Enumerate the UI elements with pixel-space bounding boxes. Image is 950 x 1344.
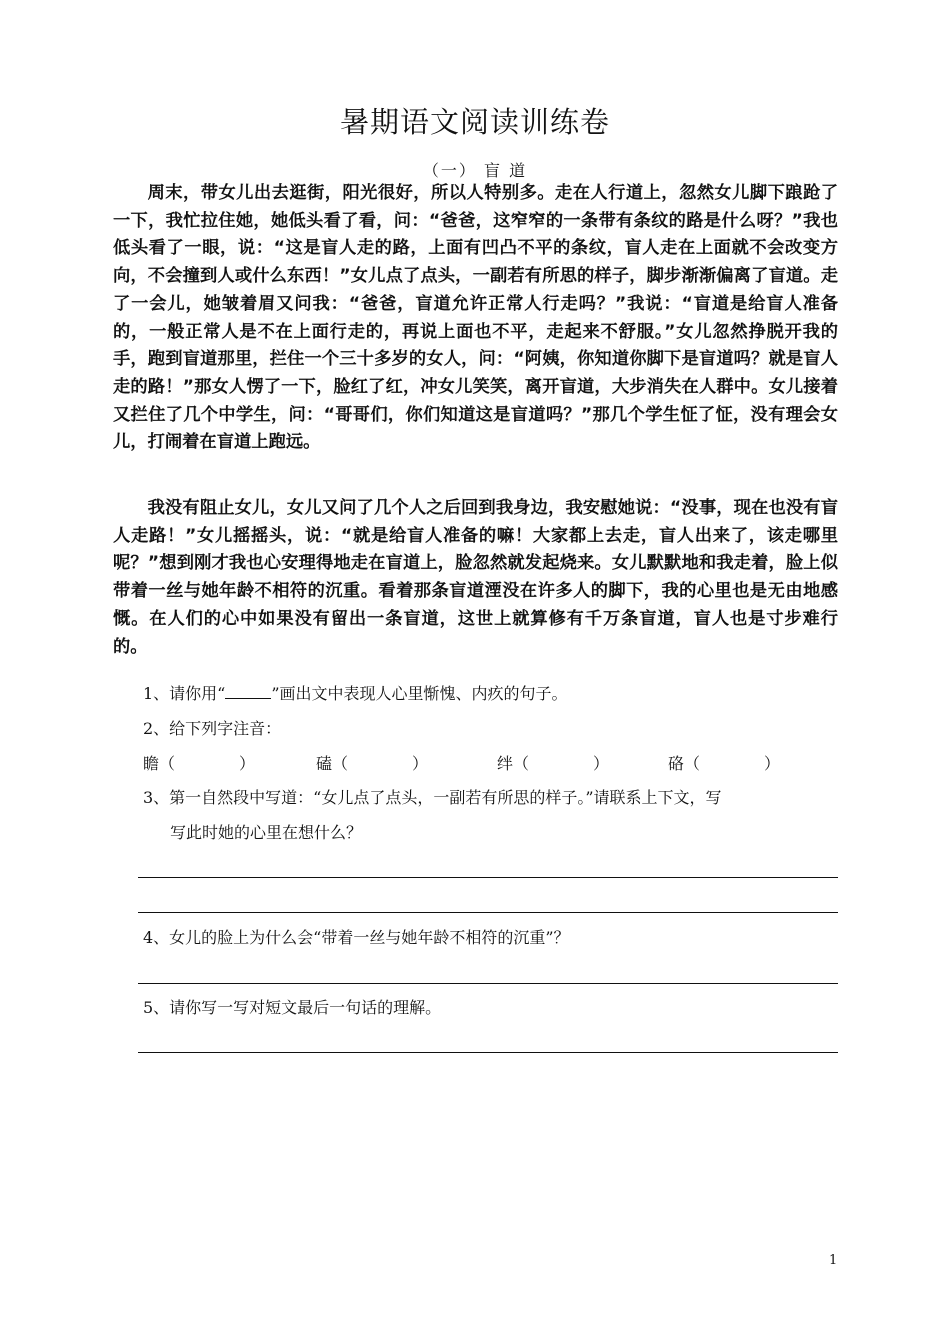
- question-4: 4、女儿的脸上为什么会“带着一丝与她年龄不相符的沉重”？: [143, 928, 570, 947]
- pinyin-item-ge: 硌（ ）: [668, 754, 781, 773]
- question-5: 5、请你写一写对短文最后一句话的理解。: [143, 998, 442, 1017]
- answer-line[interactable]: [138, 912, 838, 913]
- answer-line[interactable]: [138, 877, 838, 878]
- underline-sample: [225, 682, 271, 699]
- question-1-suffix: ”画出文中表现人心里惭愧、内疚的句子。: [271, 684, 568, 703]
- page-title: 暑期语文阅读训练卷: [339, 105, 610, 139]
- question-3: [143, 786, 843, 845]
- pinyin-item-ke: 磕（ ）: [316, 754, 429, 773]
- passage-paragraph-1: 周末，带女儿出去逛街，阳光很好，所以人特别多。走在人行道上，忽然女儿脚下踉跄了一下，我忙拉住她，她低头看了看，问：“爸爸，这窄窄的一条带有条纹的路是什么呀？”我也低头看了一眼，说：“这是盲人走的路，上面有凹凸不平的条纹，盲人走在上面就不会改变方向，不会撞到人或什么东西！”女儿点了点头，一副若有所思的样子，脚步渐渐偏离了盲道。走了一会儿，她皱着眉又问我：“爸爸，盲道允许正常人行走吗？”我说：“盲道是给盲人准备的，一般正常人是不在上面行走的，再说上面也不平，走起来不舒服。”女儿忽然挣脱开我的手，跑到盲道那里，拦住一个三十多岁的女人，问：“阿姨，你知道你脚下是盲道吗？就是盲人走的路！”那女人愣了一下，脸红了红，冲女儿笑笑，离开盲道，大步消失在人群中。女儿接着又拦住了几个中学生，问：“哥哥们，你们知道这是盲道吗？”那几个学生怔了怔，没有理会女儿，打闹着在盲道上跑远。: [113, 183, 838, 453]
- question-2: 2、给下列字注音：: [143, 719, 282, 738]
- passage-paragraph-2: 我没有阻止女儿，女儿又问了几个人之后回到我身边，我安慰她说：“没事，现在也没有盲人走路！”女儿摇摇头，说：“就是给盲人准备的嘛！大家都上去走，盲人出来了，该走哪里呢？”想到刚才我也心安理得地走在盲道上，脸忽然就发起烧来。女儿默默地和我走着，脸上似带着一丝与她年龄不相符的沉重。看着那条盲道湮没在许多人的脚下，我的心里也是无由地感慨。在人们的心中如果没有留出一条盲道，这世上就算修有千万条盲道，盲人也是寸步难行的。: [113, 498, 838, 657]
- page-number: 1: [829, 1253, 838, 1268]
- question-3-line-2: 写此时她的心里在想什么？: [170, 823, 363, 842]
- pinyin-item-zhan: 瞻（ ）: [143, 754, 256, 773]
- answer-line[interactable]: [138, 1052, 838, 1053]
- pinyin-item-ban: 绊（ ）: [497, 754, 610, 773]
- question-3-line-1: 3、第一自然段中写道：“女儿点了点头，一副若有所思的样子。”请联系上下文，写: [143, 788, 722, 807]
- question-1-prefix: 1、请你用“: [143, 684, 226, 703]
- question-1: [143, 682, 568, 706]
- pinyin-items: [143, 751, 823, 775]
- section-title: （一） 盲 道: [422, 161, 528, 180]
- answer-line[interactable]: [138, 983, 838, 984]
